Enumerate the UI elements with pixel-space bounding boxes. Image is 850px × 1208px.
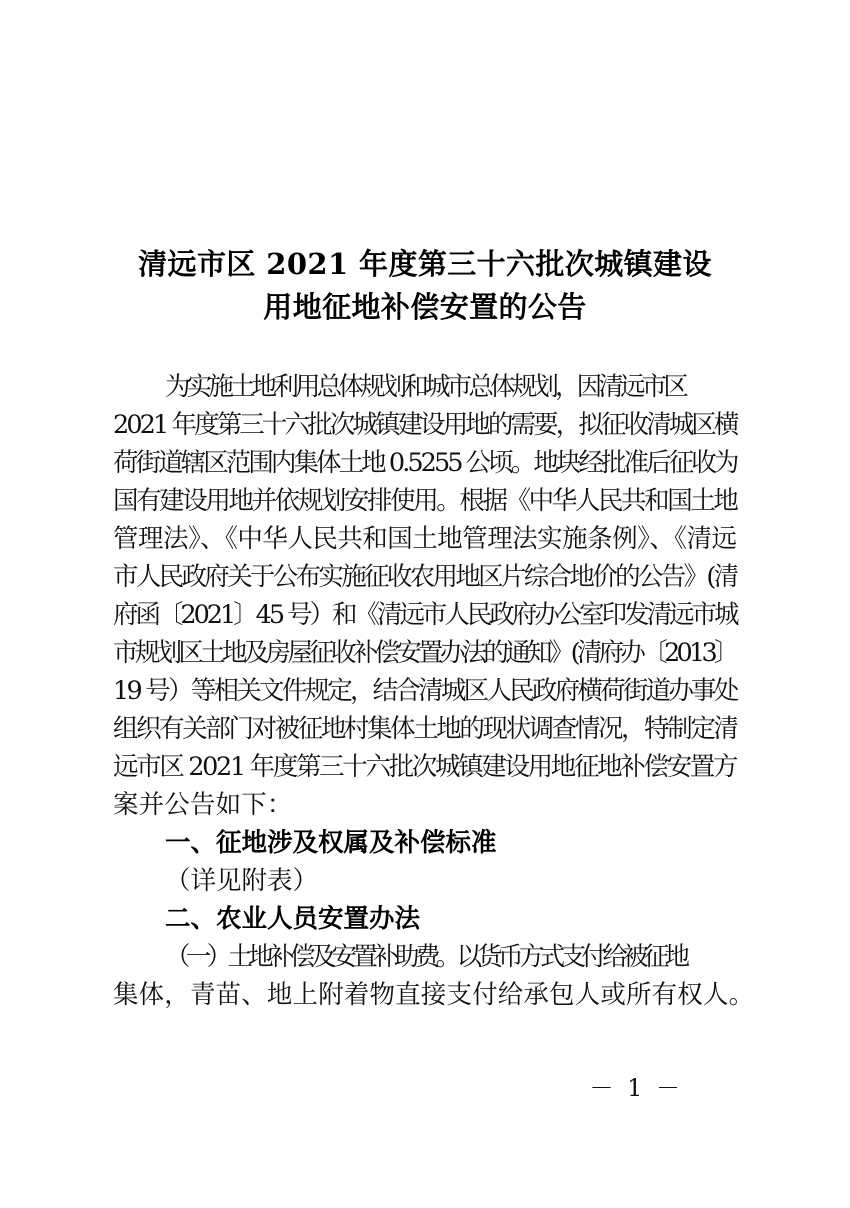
- paragraph-line: 府函〔2021〕45 号）和《清远市人民政府办公室印发清远市城: [113, 600, 737, 630]
- section-two-item-one: [113, 938, 755, 1014]
- paragraph-line: 荷街道辖区范围内集体土地 0.5255 公顷。地块经批准后征收为: [113, 448, 737, 478]
- page-number: － 1 －: [589, 1074, 683, 1102]
- page-title-line-2: 用地征地补偿安置的公告: [263, 290, 587, 324]
- paragraph-line: 市人民政府关于公布实施征收农用地区片综合地价的公告》(清: [113, 562, 737, 592]
- paragraph-line: 案并公告如下：: [113, 790, 293, 820]
- page-title-line-1: 清远市区 2021 年度第三十六批次城镇建设: [138, 247, 712, 281]
- paragraph-intro: [113, 368, 741, 824]
- paragraph-line: 国有建设用地并依规划安排使用。根据《中华人民共和国土地: [113, 486, 737, 516]
- paragraph-line: 集体，青苗、地上附着物直接支付给承包人或所有权人。: [113, 980, 755, 1010]
- paragraph-line: （一）土地补偿及安置补助费。以货币方式支付给被征地: [165, 942, 686, 972]
- paragraph-line: 组织有关部门对被征地村集体土地的现状调查情况，特制定清: [113, 714, 737, 744]
- paragraph-line: 19 号）等相关文件规定，结合清城区人民政府横荷街道办事处: [113, 676, 737, 706]
- paragraph-line: 远市区 2021 年度第三十六批次城镇建设用地征地补偿安置方: [113, 752, 737, 782]
- paragraph-line: 管理法》、《中华人民共和国土地管理法实施条例》、《清远: [113, 524, 737, 554]
- section-heading-two: 二、农业人员安置办法: [165, 904, 421, 934]
- paragraph-line: 市规划区土地及房屋征收补偿安置办法的通知》(清府办〔2013〕: [113, 638, 736, 668]
- paragraph-line: 为实施土地利用总体规划和城市总体规划，因清远市区: [165, 372, 686, 402]
- section-one-note: （详见附表）: [165, 866, 319, 896]
- page-title: [113, 243, 737, 329]
- paragraph-line: 2021 年度第三十六批次城镇建设用地的需要，拟征收清城区横: [113, 410, 737, 440]
- document-body: [113, 368, 755, 1014]
- section-heading-one: 一、征地涉及权属及补偿标准: [165, 828, 497, 858]
